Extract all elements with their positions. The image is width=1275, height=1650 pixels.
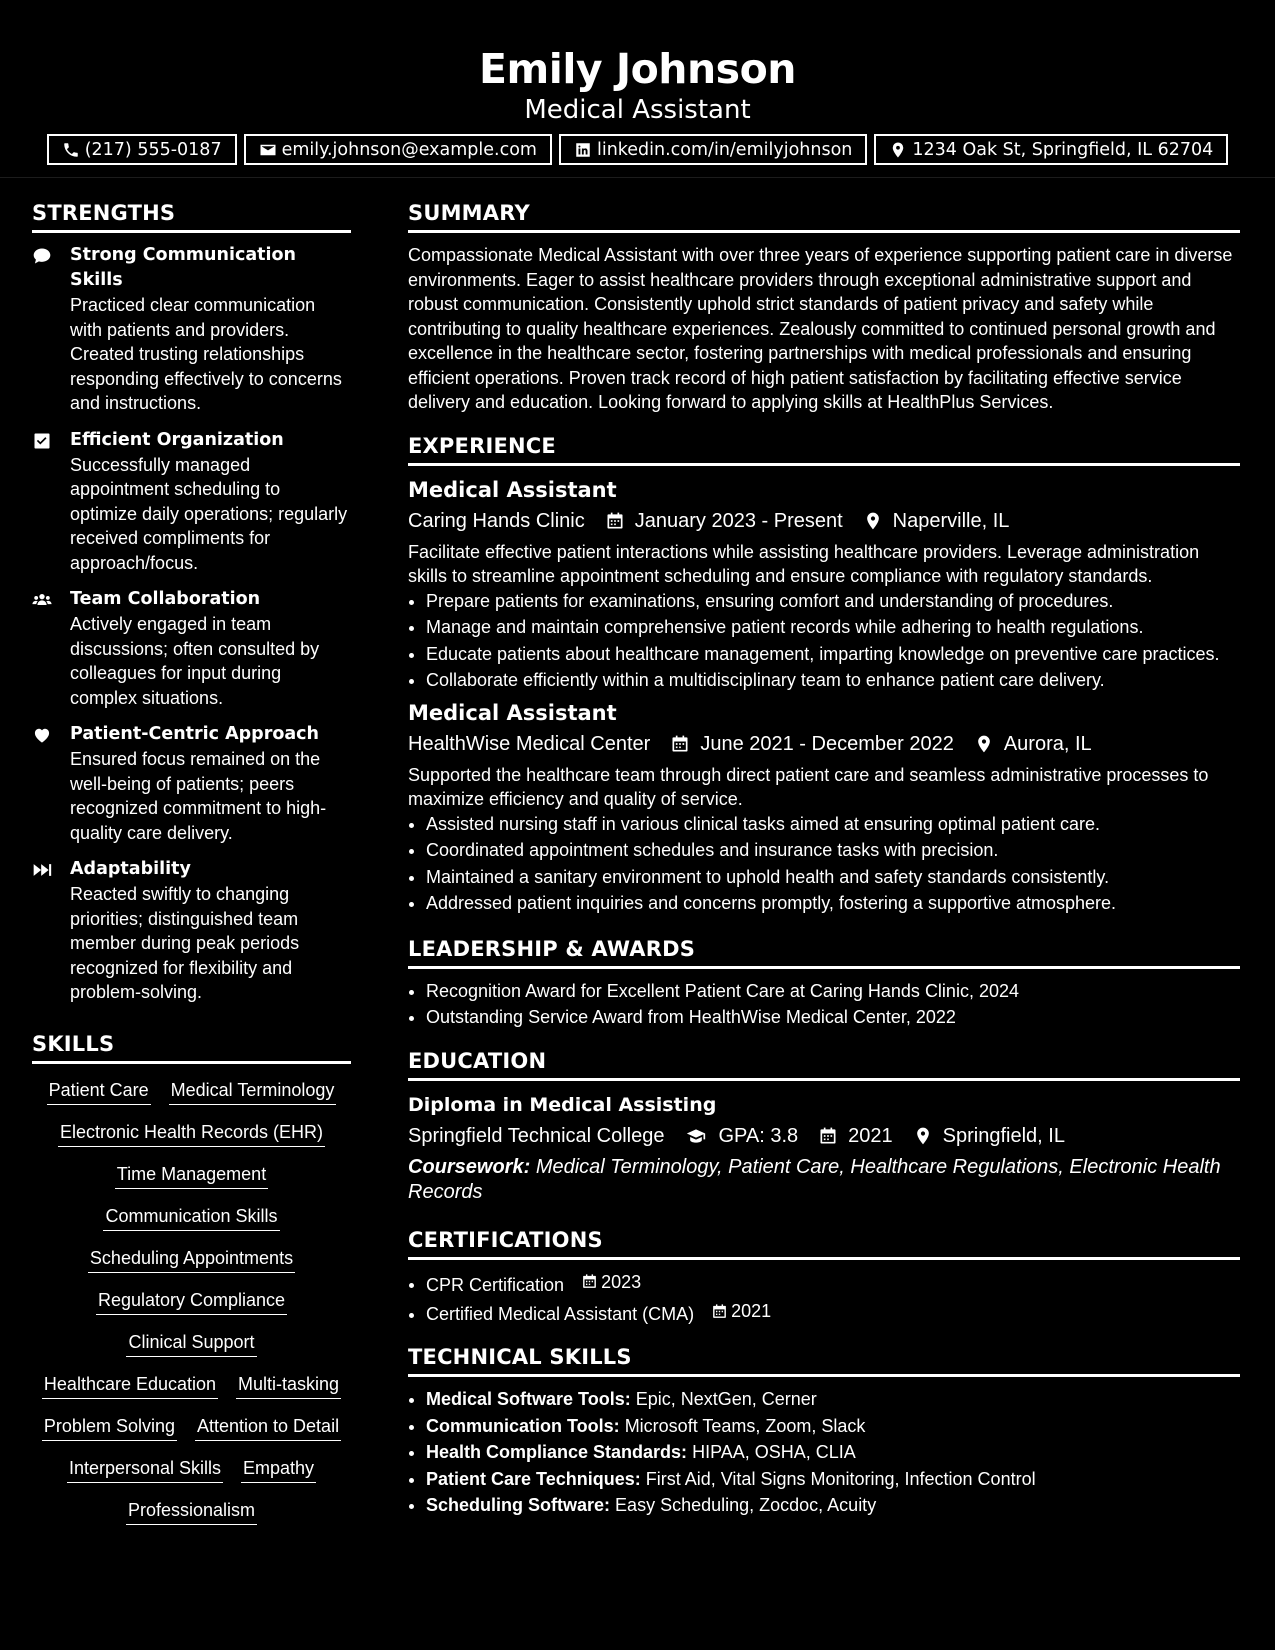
list-item xyxy=(426,1467,1240,1492)
contact-address-text: 1234 Oak St, Springfield, IL 62704 xyxy=(912,139,1214,160)
cert-name: CPR Certification xyxy=(426,1274,565,1295)
contact-linkedin-text: linkedin.com/in/emilyjohnson xyxy=(596,139,853,160)
school-name: Springfield Technical College xyxy=(408,1124,665,1147)
contact-address xyxy=(874,134,1228,165)
contact-email[interactable] xyxy=(244,134,552,165)
list-item: • Assisted nursing staff in various clinical tasks aimed at ensuring optimal patient care. xyxy=(426,812,1240,837)
contact-phone[interactable] xyxy=(47,134,237,165)
map-pin-icon xyxy=(974,734,994,754)
tech-label: Patient Care Techniques: xyxy=(426,1468,641,1489)
tech-label: Medical Software Tools: xyxy=(426,1389,631,1409)
candidate-name: Emily Johnson xyxy=(479,45,796,93)
contact-phone-text: (217) 555-0187 xyxy=(84,139,222,160)
calendar-icon xyxy=(818,1126,838,1146)
strength-text: Ensured focus remained on the well-being of patients; peers recognized commitment to high-quality care delivery. xyxy=(70,749,327,843)
list-item: • Collaborate efficiently within a multidisciplinary team to enhance patient care delivery. xyxy=(426,668,1240,693)
map-pin-icon xyxy=(913,1126,933,1146)
strength-text: Practiced clear communication with patients and providers. Created trusting relationships responding effectively to concerns and instructions. xyxy=(70,295,342,413)
skill-tag: Communication Skills xyxy=(103,1204,279,1231)
skills-list xyxy=(32,1078,351,1525)
calendar-icon xyxy=(605,511,625,531)
heart-icon xyxy=(32,725,52,745)
skill-tag: Clinical Support xyxy=(126,1330,256,1357)
technical-skills-heading: TECHNICAL SKILLS xyxy=(408,1344,1240,1377)
job-location: Aurora, IL xyxy=(1003,732,1092,755)
certifications-heading: CERTIFICATIONS xyxy=(408,1227,1240,1260)
list-item: • Outstanding Service Award from HealthWise Medical Center, 2022 xyxy=(426,1005,1240,1030)
list-item: • Recognition Award for Excellent Patient Care at Caring Hands Clinic, 2024 xyxy=(426,979,1240,1004)
skill-tag: Time Management xyxy=(115,1162,268,1189)
strength-item xyxy=(32,587,351,710)
tech-value: HIPAA, OSHA, CLIA xyxy=(692,1442,856,1462)
summary-text: Compassionate Medical Assistant with over three years of experience supporting patient care in diverse environments. Eager to assist healthcare providers through exceptional administrative support and robust communication. Consistently uphold strict standards of patient privacy and safety while contributing to quality healthcare experiences. Zealously committed to continued personal growth and excellence in the healthcare sector, fostering partnerships with medical professionals and ensuring efficient operations. Proven track record of high patient satisfaction by facilitating effective service delivery and education. Looking forward to applying skills at HealthPlus Services. xyxy=(408,245,1233,412)
degree-title: Diploma in Medical Assisting xyxy=(408,1093,717,1116)
list-item xyxy=(426,1270,1240,1297)
contact-email-text: emily.johnson@example.com xyxy=(281,139,537,160)
list-item: • Educate patients about healthcare management, imparting knowledge on preventive care practices. xyxy=(426,642,1240,667)
job-company: HealthWise Medical Center xyxy=(408,732,651,755)
education-meta xyxy=(408,1121,1240,1151)
job-location: Naperville, IL xyxy=(892,509,1010,532)
resume-header xyxy=(0,0,1275,178)
graduation-year: 2021 xyxy=(848,1124,893,1147)
cert-year: 2021 xyxy=(731,1300,772,1321)
job-description: Supported the healthcare team through direct patient care and seamless administrative processes to maximize efficiency and quality of service. xyxy=(408,764,1209,809)
job-meta xyxy=(408,729,1240,759)
job-description: Facilitate effective patient interactions while assisting healthcare providers. Leverage administration skills to streamline appointment scheduling and ensure compliance with regulatory standards. xyxy=(408,541,1200,586)
skill-tag: Interpersonal Skills xyxy=(67,1456,223,1483)
tech-value: Microsoft Teams, Zoom, Slack xyxy=(624,1415,866,1436)
tech-value: Easy Scheduling, Zocdoc, Acuity xyxy=(615,1495,877,1515)
experience-section xyxy=(408,433,1240,916)
strength-item xyxy=(32,722,351,845)
phone-icon xyxy=(62,141,80,159)
job-bullets xyxy=(408,589,1240,693)
job-entry xyxy=(408,699,1240,916)
tech-label: Health Compliance Standards: xyxy=(426,1442,688,1462)
skill-tag: Attention to Detail xyxy=(195,1414,341,1441)
list-item: • Coordinated appointment schedules and insurance tasks with precision. xyxy=(426,838,1240,863)
awards-list xyxy=(408,979,1240,1030)
list-item: • Maintained a sanitary environment to uphold health and safety standards consistently. xyxy=(426,865,1240,890)
gpa: GPA: 3.8 xyxy=(718,1124,799,1147)
checkbox-icon xyxy=(32,431,52,451)
strength-item xyxy=(32,428,351,576)
tech-label: Communication Tools: xyxy=(426,1415,620,1436)
technical-skills-section xyxy=(408,1344,1240,1518)
graduation-cap-icon xyxy=(684,1126,708,1146)
list-item xyxy=(426,1299,1240,1326)
list-item: • Prepare patients for examinations, ensuring comfort and understanding of procedures. xyxy=(426,589,1240,614)
job-bullets xyxy=(408,812,1240,916)
calendar-icon xyxy=(711,1303,728,1320)
strength-text: Successfully managed appointment scheduling to optimize daily operations; regularly received compliments for approach/focus. xyxy=(70,454,348,573)
certifications-list xyxy=(408,1270,1240,1327)
experience-heading: EXPERIENCE xyxy=(408,433,1240,466)
tech-value: First Aid, Vital Signs Monitoring, Infection Control xyxy=(645,1468,1036,1489)
skill-tag: Professionalism xyxy=(126,1498,257,1525)
coursework-label: Coursework: xyxy=(408,1155,531,1178)
job-dates: January 2023 - Present xyxy=(634,509,843,532)
strength-title: Strong Communication Skills xyxy=(70,245,296,290)
envelope-icon xyxy=(259,141,277,159)
strength-title: Team Collaboration xyxy=(70,589,261,609)
linkedin-icon xyxy=(574,141,592,159)
job-title: Medical Assistant xyxy=(408,700,617,725)
summary-heading: SUMMARY xyxy=(408,200,1240,233)
map-pin-icon xyxy=(889,141,907,159)
speech-bubble-icon xyxy=(32,246,52,266)
strengths-heading: STRENGTHS xyxy=(32,200,351,233)
skills-heading: SKILLS xyxy=(32,1031,351,1064)
coursework-text: Medical Terminology, Patient Care, Healthcare Regulations, Electronic Health Records xyxy=(408,1155,1221,1203)
tech-label: Scheduling Software: xyxy=(426,1495,611,1515)
map-pin-icon xyxy=(863,511,883,531)
fast-forward-icon xyxy=(32,860,52,880)
users-icon xyxy=(32,590,52,610)
contact-bar xyxy=(0,134,1275,165)
skill-tag: Scheduling Appointments xyxy=(88,1246,295,1273)
skill-tag: Empathy xyxy=(241,1456,316,1483)
coursework xyxy=(408,1155,1240,1205)
job-company: Caring Hands Clinic xyxy=(408,509,585,532)
job-entry xyxy=(408,476,1240,693)
school-location: Springfield, IL xyxy=(942,1124,1065,1147)
summary-section xyxy=(408,200,1240,415)
right-column xyxy=(408,200,1240,1532)
skill-tag: Healthcare Education xyxy=(42,1372,218,1399)
job-dates: June 2021 - December 2022 xyxy=(700,732,954,755)
technical-skills-list xyxy=(408,1387,1240,1518)
list-item xyxy=(426,1440,1240,1465)
calendar-icon xyxy=(670,734,690,754)
skill-tag: Medical Terminology xyxy=(169,1078,337,1105)
calendar-icon xyxy=(581,1273,598,1290)
strength-title: Adaptability xyxy=(70,859,191,879)
candidate-title: Medical Assistant xyxy=(524,95,751,125)
education-heading: EDUCATION xyxy=(408,1048,1240,1081)
list-item xyxy=(426,1493,1240,1518)
left-column xyxy=(32,200,351,1525)
skill-tag: Multi-tasking xyxy=(236,1372,341,1399)
skill-tag: Electronic Health Records (EHR) xyxy=(58,1120,325,1147)
job-title: Medical Assistant xyxy=(408,477,617,502)
strength-title: Efficient Organization xyxy=(70,429,284,450)
awards-section xyxy=(408,936,1240,1030)
list-item xyxy=(426,1414,1240,1439)
contact-linkedin[interactable] xyxy=(559,134,867,165)
awards-heading: LEADERSHIP & AWARDS xyxy=(408,936,1240,969)
cert-name: Certified Medical Assistant (CMA) xyxy=(426,1303,695,1324)
tech-value: Epic, NextGen, Cerner xyxy=(635,1389,817,1409)
strength-text: Actively engaged in team discussions; often consulted by colleagues for input during complex situations. xyxy=(70,614,320,708)
list-item: • Manage and maintain comprehensive patient records while adhering to health regulations. xyxy=(426,615,1240,640)
certifications-section xyxy=(408,1227,1240,1327)
cert-year: 2023 xyxy=(601,1271,642,1292)
job-meta xyxy=(408,506,1240,536)
strength-item xyxy=(32,857,351,1005)
strength-text: Reacted swiftly to changing priorities; distinguished team member during peak periods recognized for flexibility and problem-solving. xyxy=(70,884,300,1002)
list-item xyxy=(426,1387,1240,1412)
strength-title: Patient-Centric Approach xyxy=(70,724,320,744)
list-item: • Addressed patient inquiries and concerns promptly, fostering a supportive atmosphere. xyxy=(426,891,1240,916)
skill-tag: Problem Solving xyxy=(42,1414,177,1441)
skill-tag: Patient Care xyxy=(47,1078,151,1105)
education-section xyxy=(408,1048,1240,1205)
strength-item xyxy=(32,243,351,416)
skill-tag: Regulatory Compliance xyxy=(96,1288,287,1315)
